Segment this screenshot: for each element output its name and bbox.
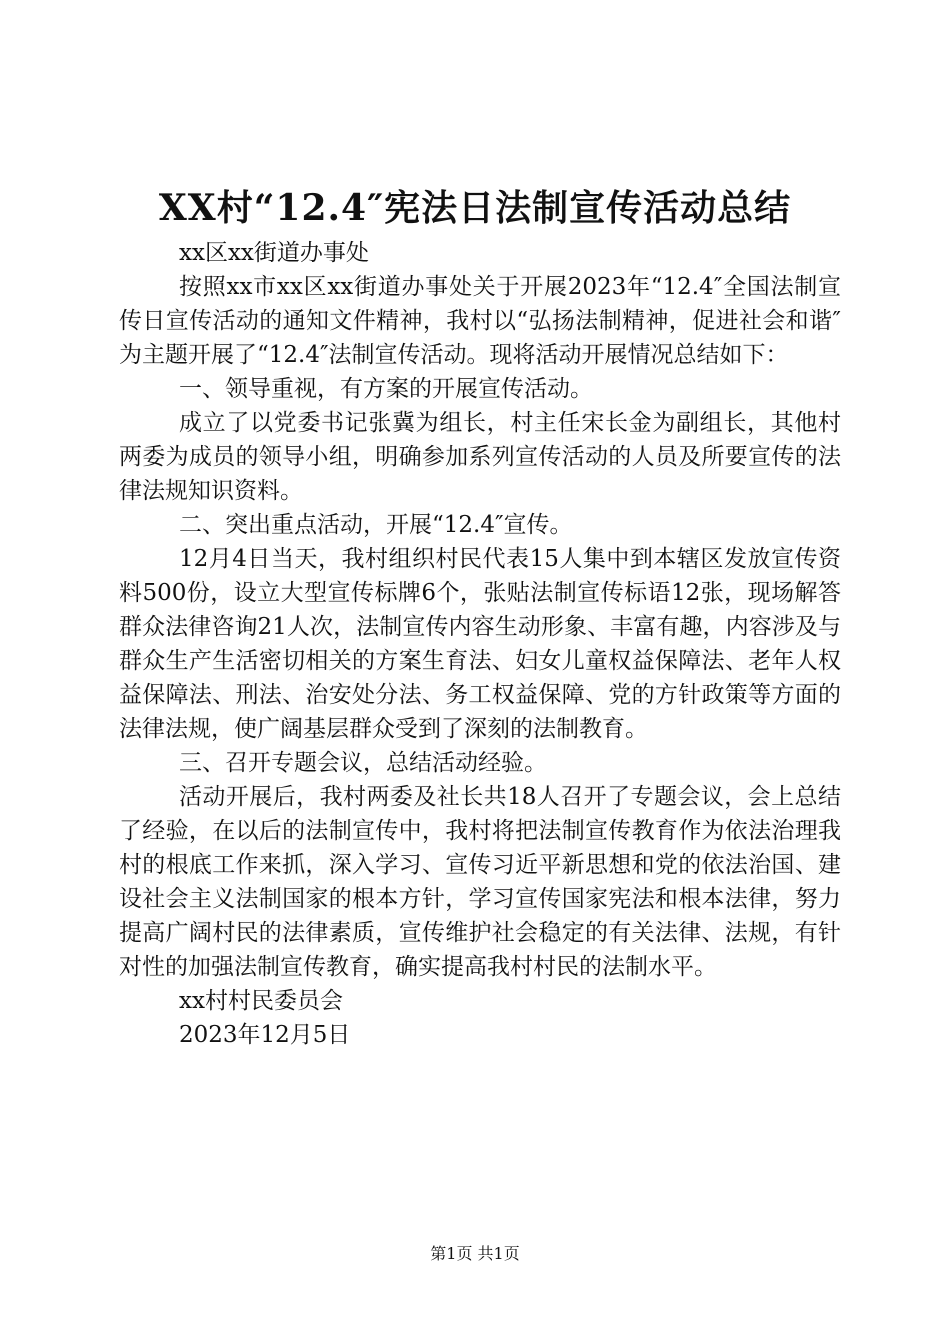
signature-date: 2023年12月5日 (179, 1022, 351, 1048)
document-body (119, 236, 841, 1052)
section-heading-3: 三、召开专题会议，总结活动经验。 (179, 750, 547, 776)
section-body-1: 成立了以党委书记张冀为组长，村主任宋长金为副组长，其他村两委为成员的领导小组，明确参加系列宣传活动的人员及所要宣传的法律法规知识资料。 (119, 410, 841, 504)
section-heading-2: 二、突出重点活动，开展“12.4″宣传。 (179, 512, 573, 538)
section-heading-1: 一、领导重视，有方案的开展宣传活动。 (179, 376, 593, 402)
section-body-2: 12月4日当天，我村组织村民代表15人集中到本辖区发放宣传资料500份，设立大型宣传标牌6个，张贴法制宣传标语12张，现场解答群众法律咨询21人次，法制宣传内容生动形象、丰富有趣，内容涉及与群众生产生活密切相关的方案生育法、妇女儿童权益保障法、老年人权益保障法、刑法、治安处分法、务工权益保障、党的方针政策等方面的法律法规，使广阔基层群众受到了深刻的法制教育。 (119, 546, 841, 742)
intro-paragraph: 按照xx市xx区xx街道办事处关于开展2023年“12.4″全国法制宣传日宣传活动的通知文件精神，我村以“弘扬法制精神，促进社会和谐″为主题开展了“12.4″法制宣传活动。现将活动开展情况总结如下： (119, 274, 841, 368)
page-footer: 第1页 共1页 (430, 1244, 520, 1263)
signature-organization: xx村村民委员会 (179, 988, 343, 1014)
issuer-line: xx区xx街道办事处 (179, 240, 369, 266)
document-title: XX村“12.4″宪法日法制宣传活动总结 (158, 187, 792, 229)
section-body-3: 活动开展后，我村两委及社长共18人召开了专题会议，会上总结了经验，在以后的法制宣传中，我村将把法制宣传教育作为依法治理我村的根底工作来抓，深入学习、宣传习近平新思想和党的依法治国、建设社会主义法制国家的根本方针，学习宣传国家宪法和根本法律，努力提高广阔村民的法律素质，宣传维护社会稳定的有关法律、法规，有针对性的加强法制宣传教育，确实提高我村村民的法制水平。 (119, 784, 841, 980)
